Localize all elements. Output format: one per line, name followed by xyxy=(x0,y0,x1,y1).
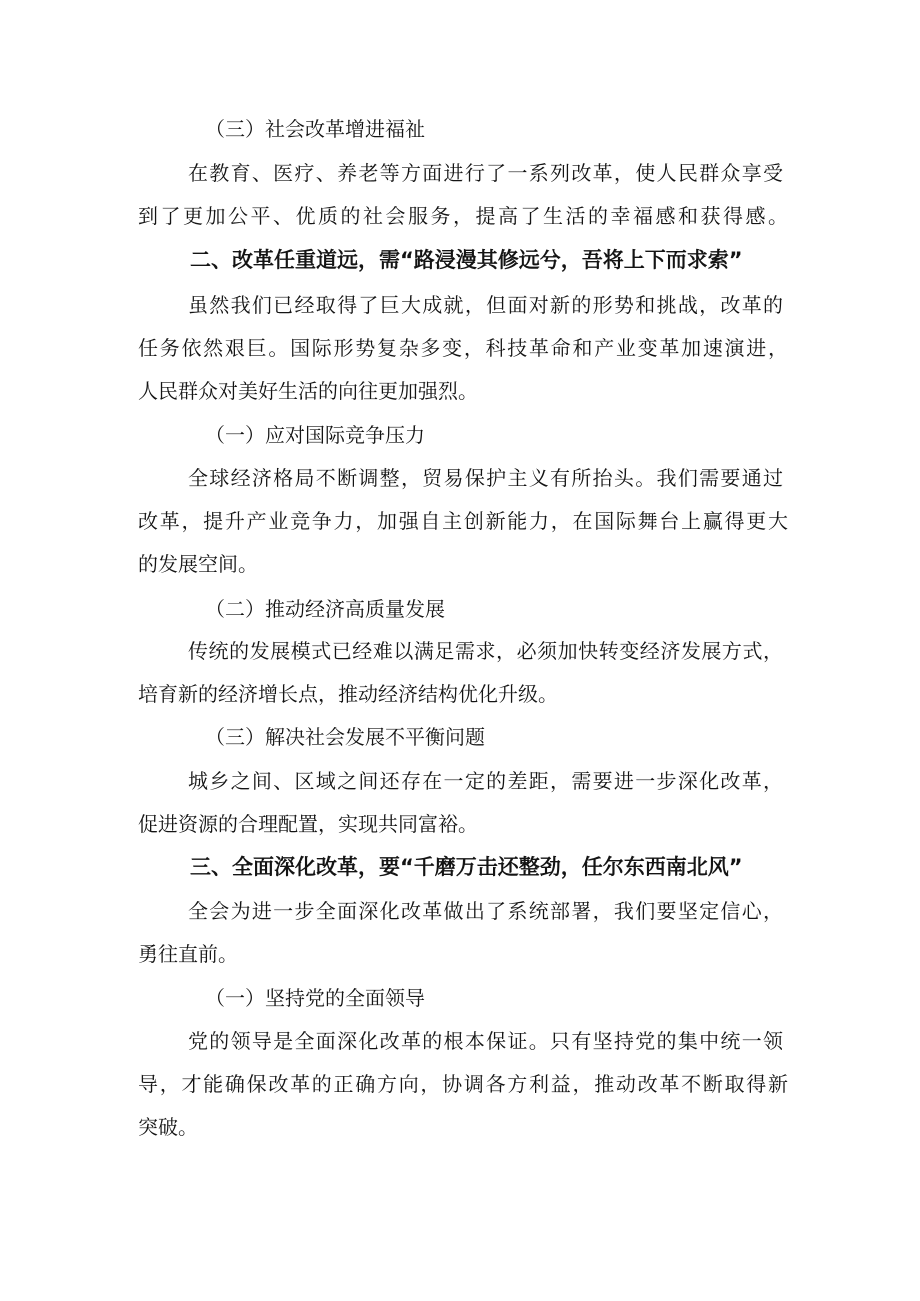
subheading-social-imbalance: （三）解决社会发展不平衡问题 xyxy=(205,725,485,749)
paragraph-line: 党的领导是全面深化改革的根本保证。只有坚持党的集中统一领 xyxy=(188,1029,783,1053)
subheading-party-leadership: （一）坚持党的全面领导 xyxy=(205,986,425,1010)
section-heading-3: 三、全面深化改革，要“千磨万击还整劲，任尔东西南北风” xyxy=(190,855,743,879)
paragraph-line: 的发展空间。 xyxy=(138,552,258,576)
paragraph-line: 改革，提升产业竞争力，加强自主创新能力，在国际舞台上赢得更大 xyxy=(138,509,788,533)
paragraph-line: 到了更加公平、优质的社会服务，提高了生活的幸福感和获得感。 xyxy=(138,204,788,228)
paragraph-line: 全会为进一步全面深化改革做出了系统部署，我们要坚定信心， xyxy=(188,899,783,923)
paragraph-line: 城乡之间、区域之间还存在一定的差距，需要进一步深化改革， xyxy=(188,769,783,793)
paragraph-line: 在教育、医疗、养老等方面进行了一系列改革，使人民群众享受 xyxy=(188,161,783,185)
subheading-international-competition: （一）应对国际竞争压力 xyxy=(205,423,425,447)
paragraph-line: 传统的发展模式已经难以满足需求，必须加快转变经济发展方式， xyxy=(188,639,783,663)
paragraph-line: 虽然我们已经取得了巨大成就，但面对新的形势和挑战，改革的 xyxy=(188,293,783,317)
section-heading-2: 二、改革任重道远，需“路浸漫其修远兮，吾将上下而求索” xyxy=(190,248,743,272)
paragraph-line: 突破。 xyxy=(138,1115,198,1139)
subheading-economic-development: （二）推动经济高质量发展 xyxy=(205,597,445,621)
subheading-social-reform: （三）社会改革增进福祉 xyxy=(205,117,425,141)
paragraph-line: 勇往直前。 xyxy=(138,942,238,966)
paragraph-line: 人民群众对美好生活的向往更加强烈。 xyxy=(138,379,478,403)
paragraph-line: 任务依然艰巨。国际形势复杂多变，科技革命和产业变革加速演进， xyxy=(138,336,788,360)
paragraph-line: 导，才能确保改革的正确方向，协调各方利益，推动改革不断取得新 xyxy=(138,1072,788,1096)
paragraph-line: 全球经济格局不断调整，贸易保护主义有所抬头。我们需要通过 xyxy=(188,466,783,490)
paragraph-line: 培育新的经济增长点，推动经济结构优化升级。 xyxy=(138,682,558,706)
paragraph-line: 促进资源的合理配置，实现共同富裕。 xyxy=(138,812,478,836)
